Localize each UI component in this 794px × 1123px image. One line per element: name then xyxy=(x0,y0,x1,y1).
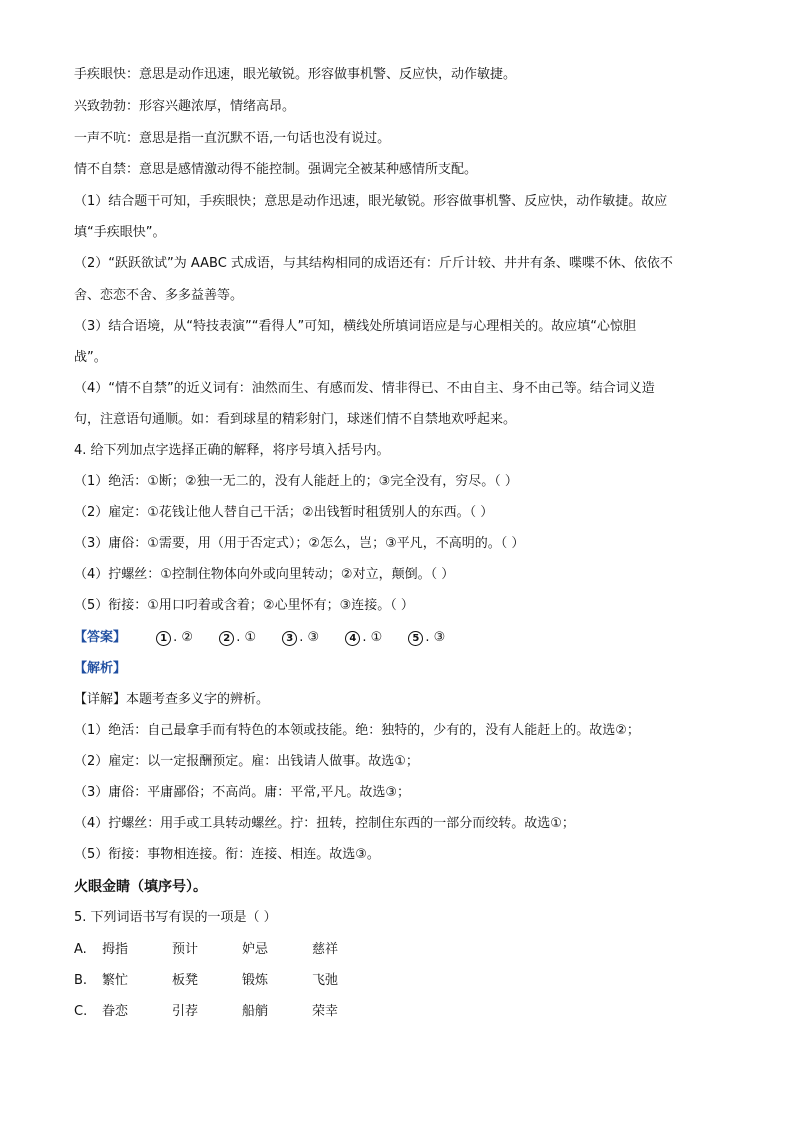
answer-item xyxy=(156,629,193,647)
option-row-b xyxy=(74,972,724,990)
option-word: 荣幸 xyxy=(312,1004,339,1019)
explain-line: （4）拧螺丝：用手或工具转动螺丝。拧：扭转，控制住东西的一部分而绞转。故选①； xyxy=(74,816,575,831)
text-line: 句，注意语句通顺。如：看到球星的精彩射门，球迷们情不自禁地欢呼起来。 xyxy=(74,412,517,427)
text-line: 舍、恋恋不舍、多多益善等。 xyxy=(74,288,244,303)
explain-line: （5）衔接：事物相连接。衔：连接、相连。故选③。 xyxy=(74,847,380,862)
option-word: 船艄 xyxy=(242,1004,269,1019)
explain-line: （2）雇定：以一定报酬预定。雇：出钱请人做事。故选①； xyxy=(74,754,419,769)
explain-line: （3）庸俗：平庸鄙俗；不高尚。庸：平常,平凡。故选③； xyxy=(74,785,411,800)
text-line: 战”。 xyxy=(74,350,107,365)
option-word: 拇指 xyxy=(102,942,129,957)
text-line: 情不自禁：意思是感情激动得不能控制。强调完全被某种感情所支配。 xyxy=(74,162,478,177)
answer-item xyxy=(282,629,319,647)
option-word: 飞弛 xyxy=(312,973,339,988)
question-4-item: （4）拧螺丝：①控制住物体向外或向里转动；②对立，颠倒。（ ） xyxy=(74,567,455,582)
answer-row xyxy=(74,629,724,647)
option-label: B. xyxy=(74,973,88,988)
answer-number: 1 xyxy=(156,631,171,646)
section-title: 火眼金睛（填序号）。 xyxy=(74,879,207,895)
answer-number: 4 xyxy=(345,631,360,646)
option-row-a xyxy=(74,941,724,959)
answer-value: . ③ xyxy=(299,630,320,645)
answer-value: . ② xyxy=(173,630,194,645)
question-4-item: （2）雇定：①花钱让他人替自己干活；②出钱暂时租赁别人的东西。（ ） xyxy=(74,505,494,520)
text-line: 兴致勃勃：形容兴趣浓厚，情绪高昂。 xyxy=(74,99,296,114)
answer-value: . ③ xyxy=(425,630,446,645)
text-line: 手疾眼快：意思是动作迅速，眼光敏锐。形容做事机警、反应快，动作敏捷。 xyxy=(74,67,517,82)
analysis-label: 【解析】 xyxy=(74,661,127,676)
option-word: 妒忌 xyxy=(242,942,269,957)
question-4-item: （3）庸俗：①需要，用（用于否定式）；②怎么，岂；③平凡，不高明的。（ ） xyxy=(74,536,525,551)
answer-value: . ① xyxy=(236,630,257,645)
detail-line xyxy=(74,691,724,709)
answer-number: 3 xyxy=(282,631,297,646)
answer-item xyxy=(219,629,256,647)
question-4-stem: 4. 给下列加点字选择正确的解释，将序号填入括号内。 xyxy=(74,443,390,458)
option-word: 慈祥 xyxy=(312,942,339,957)
text-line: （1）结合题干可知，手疾眼快；意思是动作迅速，眼光敏锐。形容做事机警、反应快，动作敏捷。故应 xyxy=(74,194,668,209)
option-word: 锻炼 xyxy=(242,973,269,988)
answer-item xyxy=(345,629,382,647)
option-word: 繁忙 xyxy=(102,973,129,988)
detail-text: 本题考查多义字的辨析。 xyxy=(126,692,270,707)
text-line: （4）“情不自禁”的近义词有：油然而生、有感而发、情非得已、不由自主、身不由己等。结合词义造 xyxy=(74,381,655,396)
answer-number: 2 xyxy=(219,631,234,646)
option-label: C. xyxy=(74,1004,88,1019)
answer-value: . ① xyxy=(362,630,383,645)
text-line: （2）“跃跃欲试”为 AABC 式成语，与其结构相同的成语还有：斤斤计较、井井有条、喋喋不休、依依不 xyxy=(74,256,673,271)
option-word: 板凳 xyxy=(172,973,199,988)
answer-number: 5 xyxy=(408,631,423,646)
option-label: A. xyxy=(74,942,87,957)
option-row-c xyxy=(74,1003,724,1021)
text-line: 填“手疾眼快”。 xyxy=(74,225,166,240)
answer-item xyxy=(408,629,445,647)
option-word: 预计 xyxy=(172,942,199,957)
answer-label: 【答案】 xyxy=(74,630,127,645)
option-word: 眷恋 xyxy=(102,1004,129,1019)
detail-label: 【详解】 xyxy=(74,692,127,707)
text-line: （3）结合语境，从“特技表演”“看得人”可知，横线处所填词语应是与心理相关的。故应填“心惊胆 xyxy=(74,319,636,334)
question-4-item: （5）衔接：①用口叼着或含着；②心里怀有；③连接。（ ） xyxy=(74,598,414,613)
text-line: 一声不吭：意思是指一直沉默不语,一句话也没有说过。 xyxy=(74,131,391,146)
explain-line: （1）绝活：自己最拿手而有特色的本领或技能。绝：独特的，少有的，没有人能赶上的。故选②； xyxy=(74,723,640,738)
question-5-stem: 5. 下列词语书写有误的一项是（ ） xyxy=(74,910,277,925)
question-4-item: （1）绝活：①断；②独一无二的，没有人能赶上的；③完全没有，穷尽。（ ） xyxy=(74,474,518,489)
option-word: 引荐 xyxy=(172,1004,199,1019)
